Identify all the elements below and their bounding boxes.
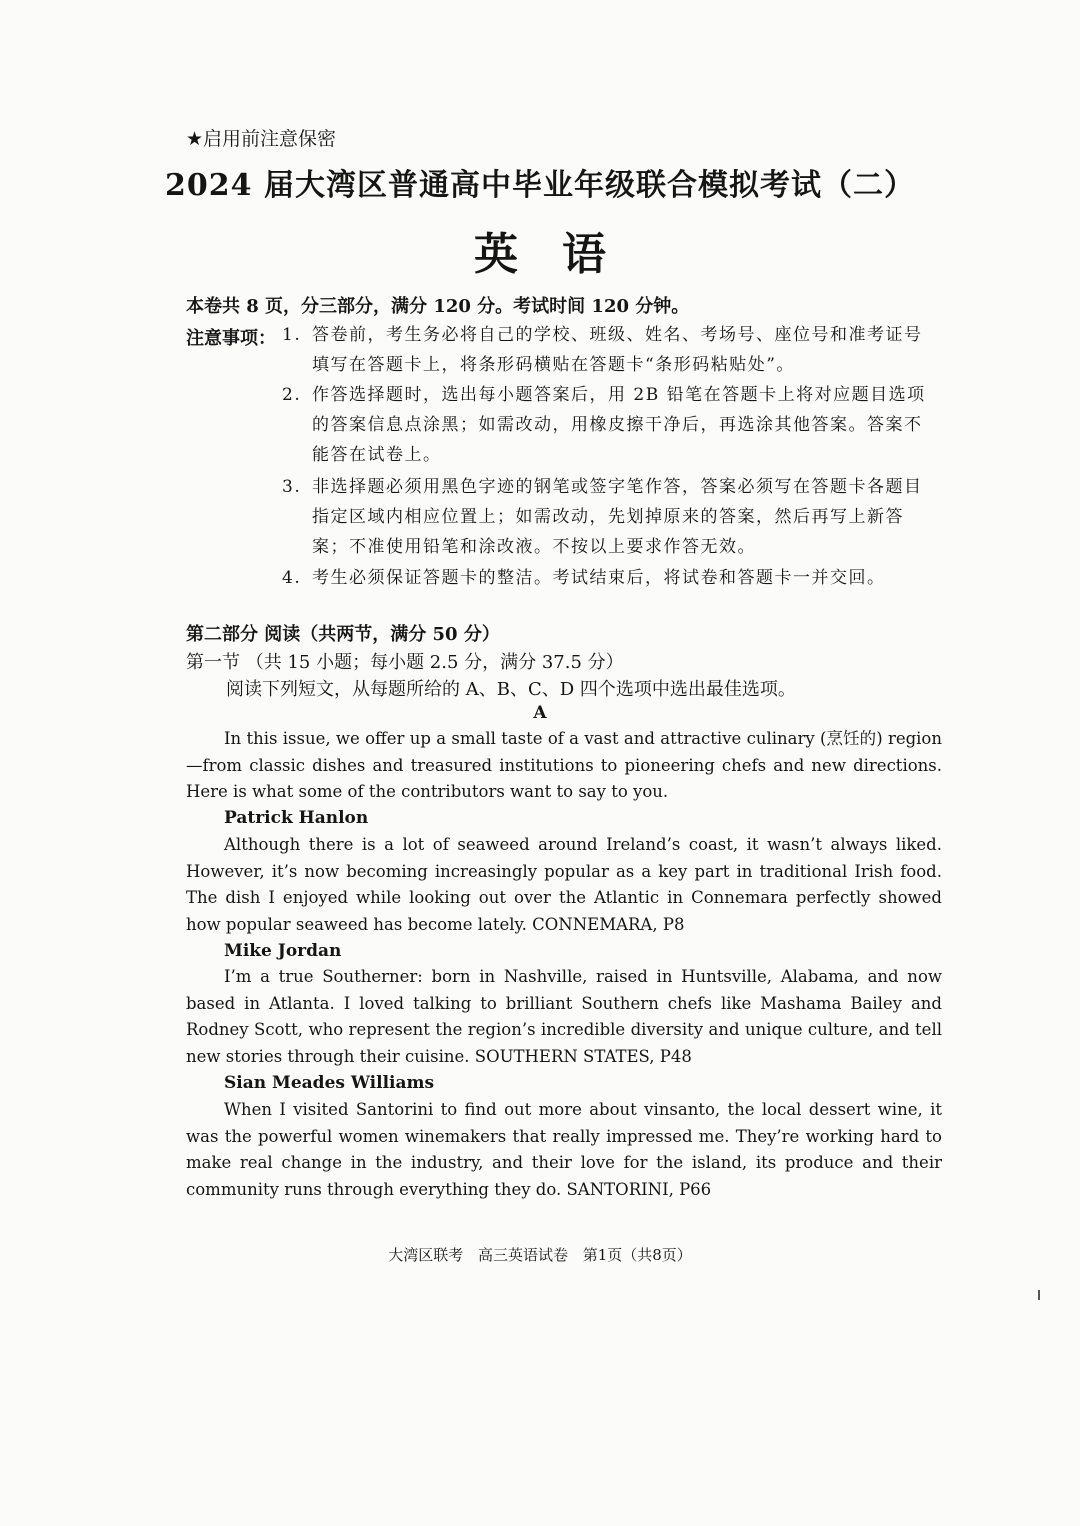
subsection-title: 第一节 （共 15 小题；每小题 2.5 分，满分 37.5 分） <box>186 652 624 673</box>
passage-label: A <box>533 703 547 723</box>
contributor-name: Sian Meades Williams <box>224 1073 435 1093</box>
passage-intro <box>186 726 942 806</box>
confidential-notice: ★启用前注意保密 <box>186 128 337 150</box>
note-number: 3. <box>282 477 302 497</box>
paragraph: In this issue, we offer up a small taste of a vast and attractive culinary (烹饪的) region—from classic dishes and treasured institutions to pioneering chefs and new directions. Here is what some of the contributors want to say to you. <box>186 729 942 801</box>
note-text: 作答选择题时，选出每小题答案后，用 2B 铅笔在答题卡上将对应题目选项的答案信息点涂黑；如需改动，用橡皮擦干净后，再选涂其他答案。答案不能答在试卷上。 <box>312 385 926 465</box>
contributor-text <box>186 964 942 1070</box>
contributor-text <box>186 832 942 938</box>
note-item <box>282 320 942 380</box>
paragraph: I’m a true Southerner: born in Nashville, raised in Huntsville, Alabama, and now based in Atlanta. I loved talking to brilliant Southern chefs like Mashama Bailey and Rodney Scott, who represent the region’s incredible diversity and unique culture, and tell new stories through their cuisine. SOUTHERN STATES, P48 <box>186 967 942 1066</box>
note-number: 2. <box>282 385 302 405</box>
instruction: 阅读下列短文，从每题所给的 A、B、C、D 四个选项中选出最佳选项。 <box>226 679 796 700</box>
paragraph: Although there is a lot of seaweed around Ireland’s coast, it wasn’t always liked. However, it’s now becoming increasingly popular as a key part in traditional Irish food. The dish I enjoyed while looking out over the Atlantic in Connemara perfectly showed how popular seaweed has become lately. CONNEMARA, P8 <box>186 835 942 934</box>
paper-info: 本卷共 8 页，分三部分，满分 120 分。考试时间 120 分钟。 <box>186 296 690 317</box>
note-text: 答卷前，考生务必将自己的学校、班级、姓名、考场号、座位号和准考证号填写在答题卡上，将条形码横贴在答题卡“条形码粘贴处”。 <box>312 325 923 375</box>
note-text: 考生必须保证答题卡的整洁。考试结束后，将试卷和答题卡一并交回。 <box>312 568 886 588</box>
note-text: 非选择题必须用黑色字迹的钢笔或签字笔作答，答案必须写在答题卡各题目指定区域内相应位置上；如需改动，先划掉原来的答案，然后再写上新答案；不准使用铅笔和涂改液。不按以上要求作答无效。 <box>312 477 923 557</box>
note-number: 1. <box>282 325 302 345</box>
exam-title: 2024 届大湾区普通高中毕业年级联合模拟考试（二） <box>165 168 915 203</box>
page-footer: 大湾区联考 高三英语试卷 第1页（共8页） <box>388 1246 692 1264</box>
part-title: 第二部分 阅读（共两节，满分 50 分） <box>186 624 500 645</box>
contributor-name: Patrick Hanlon <box>224 808 369 828</box>
scan-mark <box>1038 1290 1040 1300</box>
subject-title: 英语 <box>474 229 650 280</box>
contributor-name: Mike Jordan <box>224 941 342 961</box>
note-item <box>282 472 942 562</box>
notes-label: 注意事项： <box>186 328 276 349</box>
note-item <box>282 380 942 470</box>
paragraph: When I visited Santorini to find out more about vinsanto, the local dessert wine, it was the powerful women winemakers that really impressed me. They’re working hard to make real change in the industry, and their love for the island, its produce and their community runs through everything they do. SANTORINI, P66 <box>186 1100 942 1199</box>
note-number: 4. <box>282 568 302 588</box>
contributor-text <box>186 1097 942 1203</box>
note-item <box>282 563 942 593</box>
